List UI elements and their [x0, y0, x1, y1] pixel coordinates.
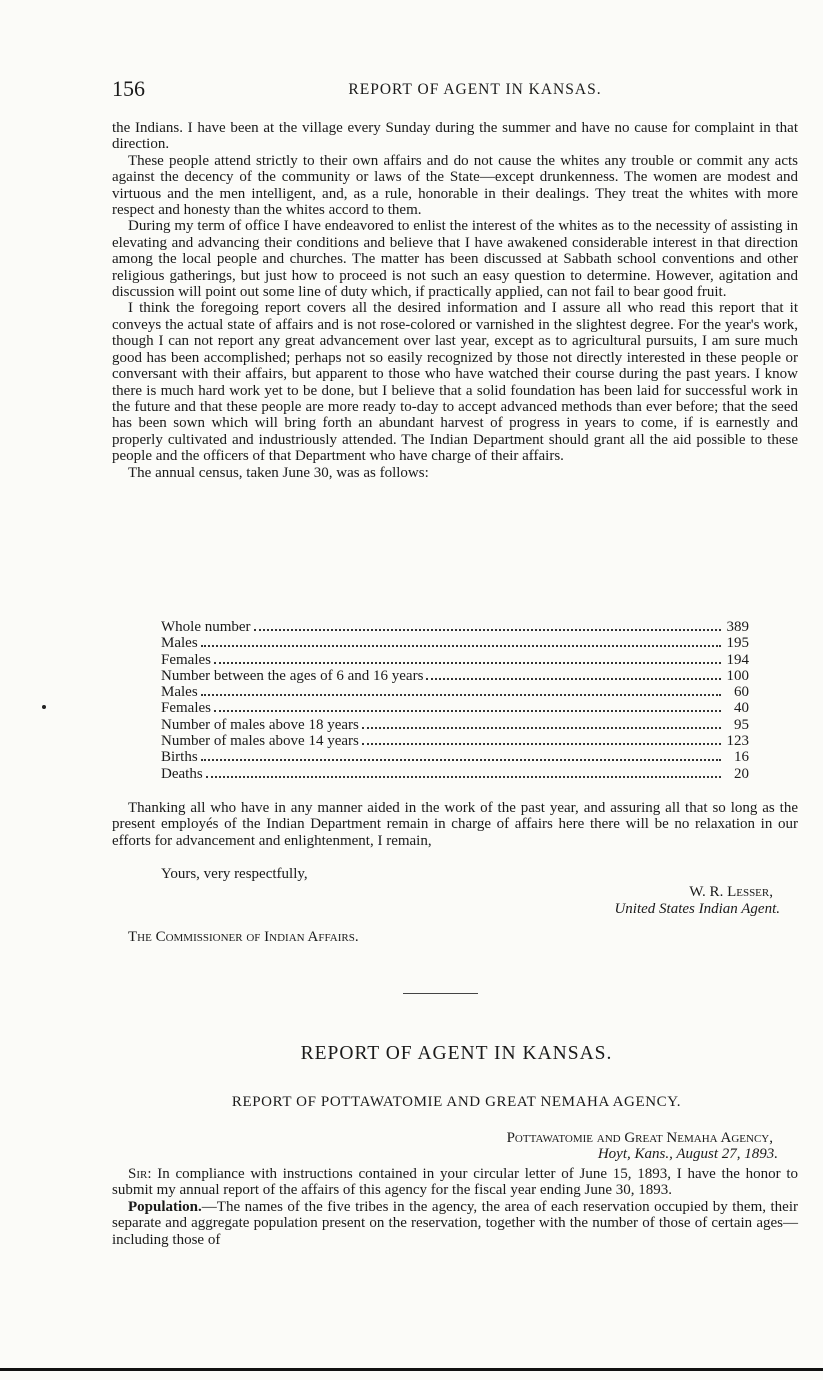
addressee: The Commissioner of Indian Affairs. — [128, 929, 359, 945]
census-row — [161, 733, 749, 749]
closing-section — [112, 800, 798, 849]
census-label: Deaths — [161, 765, 203, 782]
census-value: 194 — [726, 651, 749, 668]
census-value: 195 — [726, 635, 749, 652]
census-label: Births — [161, 749, 198, 766]
dot-leader — [426, 678, 721, 680]
page-bottom-edge — [0, 1368, 823, 1371]
census-label: Number of males above 18 years — [161, 716, 359, 733]
census-row — [161, 619, 749, 635]
paragraph-census-intro: The annual census, taken June 30, was as follows: — [128, 464, 429, 481]
census-value: 20 — [734, 765, 749, 782]
census-row — [161, 717, 749, 733]
census-label: Number of males above 14 years — [161, 733, 359, 750]
census-row — [161, 684, 749, 700]
dateline-place-date: Hoyt, Kans., August 27, 1893. — [597, 1146, 778, 1162]
page-number: 156 — [112, 76, 145, 101]
paragraph-summary: I think the foregoing report covers all the desired information and I assure all who read this report that it conveys the actual state of affairs and is not rose-colored or varnished in the slightest degree. For the year's work, though I can not report any great advancement over last year, except as to agricultural pursuits, I am sure much good has been accomplished; perhaps not so easily recognized by those not directly interested in these people or conversant with their affairs, but apparent to those who have watched their course during the past years. I know there is much hard work yet to be done, but I believe that a solid foundation has been laid for successful work in the future and that these people are more ready to-day to accept advanced methods than ever before; that the seed has been sown which will bring forth an abundant harvest of progress in years to come, if is earnestly and properly cultivated and industriously attended. The Indian Department should grant all the aid possible to these people and the officers of that Department who have charge of their affairs. — [112, 300, 798, 465]
census-value: 389 — [726, 619, 749, 635]
report-body — [112, 120, 798, 481]
census-label: Number between the ages of 6 and 16 years — [161, 667, 424, 684]
dot-leader — [362, 727, 721, 729]
letter-paragraph-1-text: In compliance with instructions contained in your circular letter of June 15, 1893, I have the honor to submit my annual report of the affairs of this agency for the fiscal year ending June 30, 1893. — [112, 1166, 798, 1199]
census-row — [161, 668, 749, 684]
running-head: REPORT OF AGENT IN KANSAS. — [348, 81, 602, 98]
census-value: 123 — [726, 733, 749, 750]
stray-ink-mark — [42, 705, 46, 709]
census-label: Whole number — [161, 619, 251, 635]
dot-leader — [206, 776, 721, 778]
section-title: REPORT OF AGENT IN KANSAS. — [300, 1043, 613, 1064]
letter-paragraph-1 — [112, 1166, 798, 1199]
census-value: 16 — [734, 749, 749, 766]
dot-leader — [362, 743, 721, 745]
paragraph-continuation: the Indians. I have been at the village every Sunday during the summer and have no cause for complaint in that direction. — [112, 120, 798, 153]
population-text: —The names of the five tribes in the agency, the area of each reservation occupied by them, their separate and aggregate population present on the reservation, together with the number of those of certain ages—including those of — [112, 1198, 798, 1248]
census-row — [161, 700, 749, 716]
census-value: 60 — [734, 684, 749, 701]
census-label: Females — [161, 651, 211, 668]
closing-paragraph: Thanking all who have in any manner aided in the work of the past year, and assuring all that so long as the present employés of the Indian Department remain in charge of affairs here there will be no relaxation in our efforts for advancement and enlightenment, I remain, — [112, 800, 798, 849]
census-value: 95 — [734, 716, 749, 733]
census-table — [161, 619, 749, 782]
census-row — [161, 652, 749, 668]
salutation: Sir: — [128, 1166, 152, 1182]
dot-leader — [214, 662, 721, 664]
population-heading: Population. — [128, 1198, 202, 1215]
census-row — [161, 749, 749, 765]
dateline-agency: Pottawatomie and Great Nemaha Agency, — [506, 1130, 773, 1146]
section-divider — [403, 993, 478, 994]
dot-leader — [254, 629, 721, 631]
census-label: Males — [161, 684, 198, 701]
census-row — [161, 766, 749, 782]
census-value: 100 — [726, 667, 749, 684]
page-header — [112, 76, 798, 104]
section-subtitle: REPORT OF POTTAWATOMIE AND GREAT NEMAHA AGENCY. — [231, 1094, 682, 1110]
dot-leader — [201, 694, 721, 696]
paragraph-conduct: These people attend strictly to their own affairs and do not cause the whites any trouble or commit any acts against the decency of the community or laws of the State—except drunkenness. The women are modest and virtuous and the men intelligent, and, as a rule, honorable in their dealings. They treat the whites with more respect and honesty than the whites accord to them. — [112, 152, 798, 219]
signer-name: W. R. Lesser, — [689, 884, 773, 900]
valediction: Yours, very respectfully, — [161, 866, 308, 882]
census-row — [161, 635, 749, 651]
dot-leader — [214, 710, 721, 712]
dot-leader — [201, 645, 721, 647]
paragraph-interest: During my term of office I have endeavored to enlist the interest of the whites as to the necessity of assisting in elevating and advancing their conditions and believe that I have awakened considerable interest in that direction among the local people and churches. The matter has been discussed at Sabbath school conventions and other religious gatherings, but just how to proceed is not such an easy question to determine. However, agitation and discussion will point out some line of duty which, if practically applied, can not fail to bear good fruit. — [112, 218, 798, 301]
census-label: Females — [161, 700, 211, 717]
census-value: 40 — [734, 700, 749, 717]
dot-leader — [201, 759, 721, 761]
letter-paragraph-population — [112, 1199, 798, 1248]
signer-title: United States Indian Agent. — [614, 901, 780, 917]
census-label: Males — [161, 635, 198, 652]
letter-body — [112, 1166, 798, 1248]
